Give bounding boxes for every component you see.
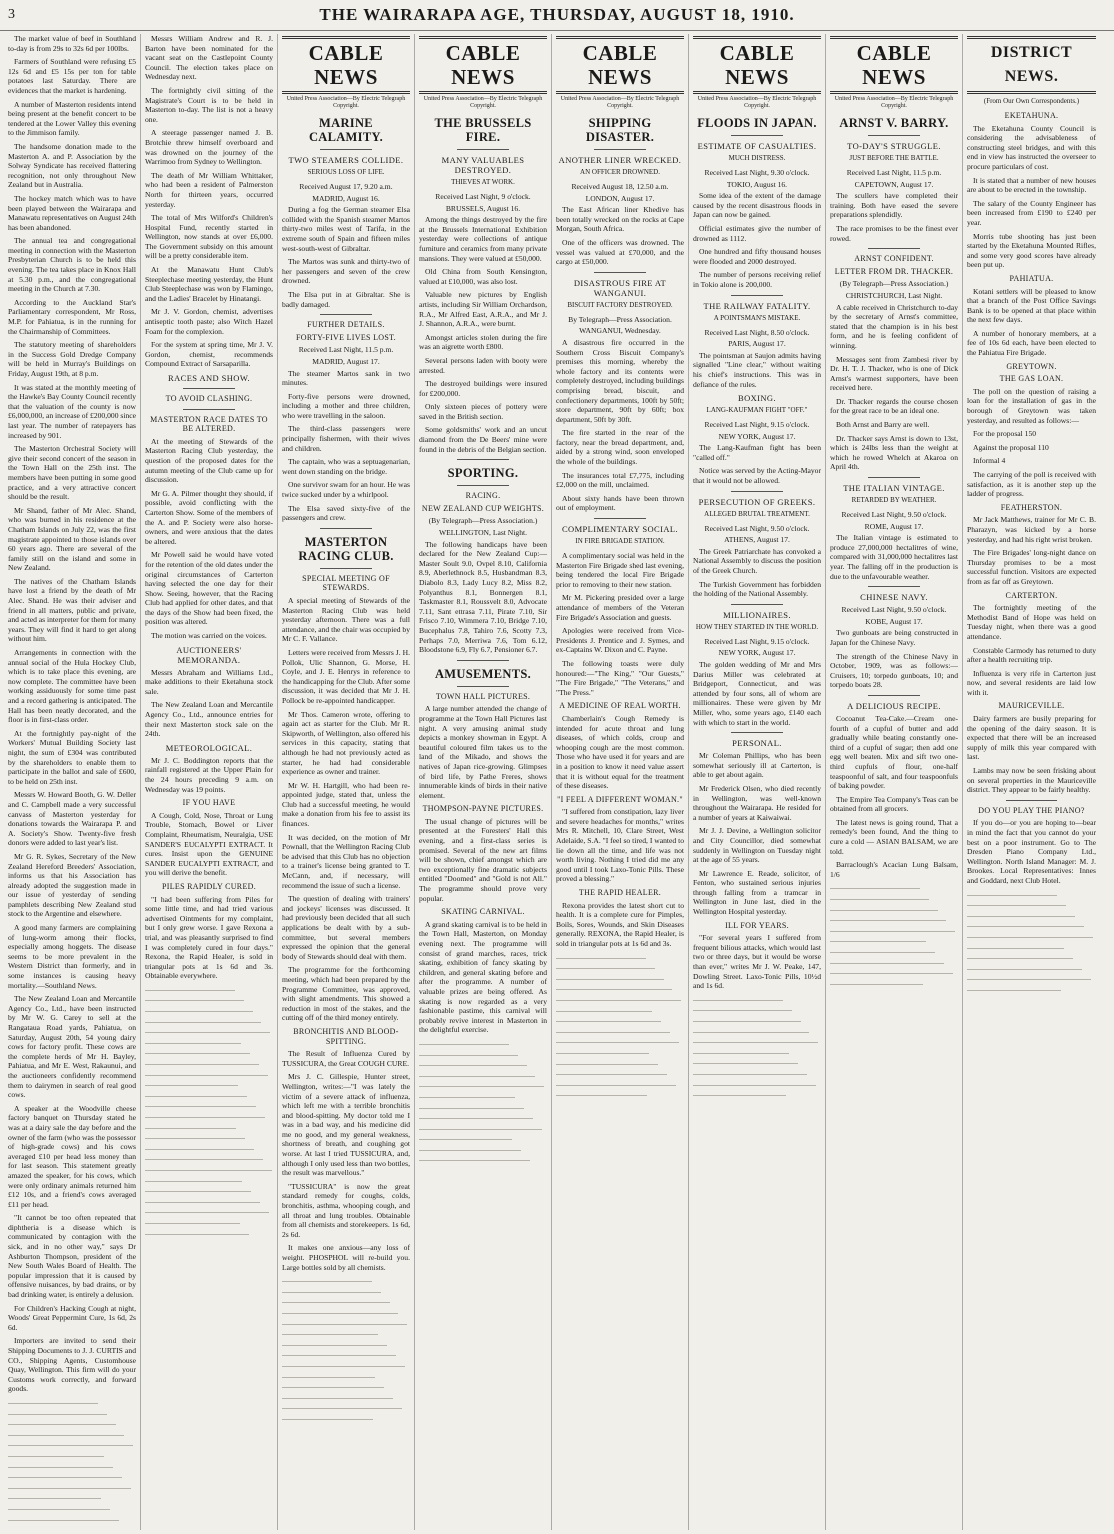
article-paragraph: Messrs William Andrew and R. J. Barton have been nominated for the vacant seat on the Castlepoint County Council. The election takes place on Wednesday next.	[145, 34, 273, 82]
dateline: NEW YORK, August 17.	[718, 648, 796, 658]
section-heading: TOWN HALL PICTURES.	[435, 691, 531, 701]
article-paragraph: Arrangements in connection with the annual social of the Hula Hockey Club, which is to take place this evening, are now complete. The committee have been working assiduously for some time past and a record gathering is anticipated. The Hall has been neatly decorated, and the floor is in first-class order.	[8, 648, 136, 725]
divider-rule	[320, 528, 371, 529]
column-8	[963, 34, 1100, 1530]
section-heading: DO YOU PLAY THE PIANO?	[978, 805, 1085, 815]
article-paragraph: If you do—or you are hoping to—bear in mind the fact that you cannot do your best on a poor instrument. Go to The Dresden Piano Company Ltd., Wellington. North Island Manager: M. J. Brookes. Local Representatives: Innes and Goddard, next Club Hotel.	[967, 818, 1096, 885]
article-paragraph: The usual change of pictures will be presented at the Foresters' Hall this evening, and a first-class series is promised. Several of the new art films will be shown, chief amongst which are two exceptionally fine dramatic subjects entitled "Doomed" and "Gold is not All." The programme should prove very popular.	[419, 816, 547, 903]
article-paragraph: Mr Lawrence E. Reade, solicitor, of Fenton, who sustained serious injuries through falling from a tramcar in Wellington in June last, died in the Wellington Hospital yesterday.	[693, 868, 821, 917]
section-heading: A MEDICINE OF REAL WORTH.	[559, 701, 681, 711]
illegible-text-block	[830, 883, 958, 984]
article-paragraph: A steerage passenger named J. B. Brotchie threw himself overboard and was drowned on the journey of the Warrimoo from Sydney to Wellington.	[145, 128, 273, 167]
deck: LANG-KAUFMAN FIGHT "OFF."	[706, 406, 808, 415]
section-heading: MASTERTON RACE DATES TO BE ALTERED.	[150, 414, 268, 434]
article-paragraph: For the proposal 150	[973, 429, 1037, 439]
article-paragraph: Notice was served by the Acting-Mayor that it would not be allowed.	[693, 466, 821, 486]
subheadline: ANOTHER LINER WRECKED.	[558, 155, 682, 165]
article-paragraph: The statutory meeting of shareholders in the Success Gold Dredge Company will be held in Murray's Buildings on Friday, August 19th, at 8 p.m.	[8, 340, 136, 378]
subheadline: A DELICIOUS RECIPE.	[847, 700, 941, 711]
subheadline: PERSECUTION OF GREEKS.	[698, 496, 816, 507]
article-paragraph: The fortnightly civil sitting of the Magistrate's Court is to be held in Masterton to-day. The list is not a heavy one.	[145, 85, 273, 124]
section-heading: THE GAS LOAN.	[999, 374, 1064, 384]
article-paragraph: The Turkish Government has forbidden the holding of the National Assembly.	[693, 579, 821, 599]
divider-rule	[868, 248, 919, 249]
article-paragraph: For the system at spring time, Mr J. V. Gordon, chemist, recommends Compound Extract of Sarsaparilla.	[145, 340, 273, 369]
article-paragraph: Mr Jack Matthews, trainer for Mr C. B. Pharazyn, was kicked by a horse yesterday, and had his right wrist broken.	[967, 515, 1096, 544]
article-paragraph: Messages sent from Zambesi river by Dr. H. T. J. Thacker, who is one of Dick Arnst's warmest supporters, have been received here.	[830, 354, 958, 393]
illegible-text-block	[419, 1039, 547, 1162]
section-heading: EKETAHUNA.	[1004, 111, 1059, 120]
deck: BISCUIT FACTORY DESTROYED.	[567, 300, 673, 309]
press-credit: United Press Association—By Electric Telegraph Copyright.	[834, 96, 954, 109]
dateline: LONDON, August 17.	[585, 193, 655, 203]
article-paragraph: The insurances total £7,775, including £2,000 on the mill, unclaimed.	[556, 470, 684, 490]
article-paragraph: The fortnightly meeting of the Methodist Band of Hope was held on Tuesday night, when there was a good attendance.	[967, 603, 1096, 641]
dateline: (By Telegraph—Press Association.)	[428, 516, 538, 526]
dateline: Received Last Night, 8.50 o'clock.	[704, 327, 810, 337]
column-6	[689, 34, 826, 1530]
article-paragraph: The Martos was sunk and thirty-two of her passengers and seven of the crew drowned.	[282, 257, 410, 286]
article-paragraph: Mr Powell said he would have voted for the retention of the old dates under the original circumstances of Carterton having selected the one day for their Show. Seeing, however, that the Racing Club had applied for other dates, and that the days of the Show had been fixed, the position was altered.	[145, 550, 273, 627]
section-heading: PILES RAPIDLY CURED.	[161, 881, 257, 891]
article-paragraph: According to the Auckland Star's Parliamentary correspondent, Mr Ross, M.P. for Pahiatua, is in the running for the Chairmanship of Committees.	[8, 297, 136, 336]
article-paragraph: Mr J. C. Boddington reports that the rainfall registered at the Upper Plain for the 24 hours preceding 9 a.m. on Wednesday was 19 points.	[145, 755, 273, 794]
article-paragraph: One hundred and fifty thousand houses were flooded and 2000 destroyed.	[693, 247, 821, 266]
dateline: Received Last Night, 9 o'clock.	[435, 192, 531, 201]
article-paragraph: The fire started in the rear of the factory, near the bread department, and, aided by a strong wind, soon enveloped the whole of the buildings.	[556, 428, 684, 467]
headline: FLOODS IN JAPAN.	[697, 116, 817, 130]
subheadline: RACES AND SHOW.	[168, 373, 250, 383]
dateline: Received Last Night, 9.15 o'clock.	[704, 636, 810, 646]
article-paragraph: The Italian vintage is estimated to produce 27,000,000 hectalitres of wine, compared with 31,000,000 hectalitres last year. The falling off in the production is due to the unfavourable weather.	[830, 533, 958, 581]
article-paragraph: Both Arnst and Barry are well.	[836, 420, 930, 430]
article-paragraph: The market value of beef in Southland to-day is from 29s to 32s 6d per 100lbs.	[8, 34, 136, 53]
article-paragraph: Mr M. Pickering presided over a large attendance of members of the Veteran Fire Brigade's Association and guests.	[556, 593, 684, 622]
article-paragraph: Mr Frederick Olsen, who died recently in Wellington, was well-known throughout the Wairarapa. He resided for a number of years at Kaiwaiwai.	[693, 783, 821, 822]
deck: IN FIRE BRIGADE STATION.	[575, 537, 665, 546]
article-paragraph: The carrying of the poll is received with satisfaction, as it is another step up the ladder of progress.	[967, 470, 1096, 499]
dateline: MADRID, August 17.	[312, 356, 380, 366]
article-paragraph: A number of honorary members, at a fee of 10s 6d each, have been elected to the Pahiatua Fire Brigade.	[967, 328, 1096, 358]
masthead	[0, 0, 1114, 31]
article-paragraph: At the fortnightly pay-night of the Workers' Mutual Building Society last night, the sum of £304 was contributed by the shareholders to enable them to participate in the ballot and sale of £600, to be held on 25th inst.	[8, 728, 136, 786]
subheadline: AUCTIONEERS' MEMORANDA.	[176, 644, 242, 665]
article-paragraph: The strength of the Chinese Navy in October, 1909, was as follows:—Cruisers, 10; torpedo gunboats, 10; and torpedo boats 28.	[830, 651, 958, 690]
deck: THIEVES AT WORK.	[451, 178, 515, 186]
article-paragraph: The poll on the question of raising a loan for the installation of gas in the borough of Greytown was taken yesterday, and resulted as follows:—	[967, 386, 1096, 425]
divider-rule	[457, 660, 508, 661]
article-paragraph: Rexona provides the latest short cut to health. It is a complete cure for Pimples, Boils, Sores, Wounds, and Skin Diseases generally. REXONA, the Rapid Healer, is sold in triangular pots at 1s 6d and 3s.	[556, 900, 684, 948]
article-paragraph: The question of dealing with trainers' and jockeys' licenses was discussed. It had previously been decided that all such applications be dealt with by a sub-committee, but several members expressed the opinion that the general body of Stewards should deal with them.	[282, 894, 410, 961]
article-paragraph: Amongst articles stolen during the fire was an aigrette worth £800.	[419, 332, 547, 352]
divider-rule	[868, 135, 919, 136]
article-paragraph: At the Manawatu Hunt Club's Steeplechase meeting yesterday, the Hunt Club Steeplechase was won by Flamingo, and the Ladies' Bracelet by Hinatangi.	[145, 265, 273, 303]
article-paragraph: The New Zealand Loan and Mercantile Agency Co., Ltd., have been instructed by Mr W. G. Carey to sell at the Rangataua Road yards, Pahiatua, on Saturday, August 20th, 54 young dairy cows for factory profit. These cows are the complete herds of Mr H. Bayley, Pahiatua, and Mr E. West, Rakaunui, and the auctioneers confidently recommend them to dairymen in search of real good cows.	[8, 994, 136, 1100]
section-heading: FURTHER DETAILS.	[307, 320, 385, 330]
article-paragraph: The New Zealand Loan and Mercantile Agency Co., Ltd., announce entries for their next Masterton stock sale on the 24th.	[145, 700, 273, 739]
article-paragraph: Constable Carmody has returned to duty after a health recruiting trip.	[967, 645, 1096, 665]
section-heading: NEW ZEALAND CUP WEIGHTS.	[421, 503, 545, 513]
article-paragraph: A disastrous fire occurred in the Southern Cross Biscuit Company's premises this morning, whereby the whole factory and its contents were completely destroyed, including buildings comprising bread, biscuit, and confectionery departments, 100ft by 50ft; store department, 90ft by 60ft; box department, 50ft by 30ft.	[556, 337, 684, 424]
article-paragraph: One of the officers was drowned. The vessel was valued at £70,000, and the cargo at £50,000.	[556, 237, 684, 267]
article-paragraph: Influenza is very rife in Carterton just now, and several residents are laid low with it.	[967, 668, 1096, 697]
dateline: PARIS, August 17.	[728, 339, 786, 349]
dateline: BRUSSELS, August 16.	[445, 203, 521, 213]
divider-rule	[731, 135, 782, 136]
article-paragraph: The Masterton Orchestral Society will give their second concert of the season in the Town Hall on the 25th inst. The members have been putting in some good practice, and a very attractive concert should be the result.	[8, 444, 136, 502]
subheadline: CHINESE NAVY.	[860, 592, 928, 603]
dateline: WELLINGTON, Last Night.	[438, 528, 527, 538]
section-banner: CABLE NEWS	[419, 36, 547, 94]
article-paragraph: Dairy farmers are busily preparing for the opening of the dairy season. It is expected that there will be an increased supply of milk this year compared with last.	[967, 714, 1096, 762]
article-paragraph: The Elsa saved sixty-five of the passengers and crew.	[282, 503, 410, 523]
article-paragraph: The total of Mrs Wilford's Children's Hospital Fund, recently started in Wellington, now stands at over £6,000. The Government subsidy on this amount will be a pretty considerable item.	[145, 213, 273, 261]
illegible-text-block	[8, 1398, 136, 1530]
section-banner: CABLE NEWS	[693, 36, 821, 94]
article-paragraph: A good many farmers are complaining of lung-worm among their flocks, especially among hoggets. The disease seems to be more prevalent in the Western District than formerly, and in some instances is causing heavy mortality.—Southland News.	[8, 923, 136, 990]
section-heading: TO AVOID CLASHING.	[165, 394, 253, 403]
divider-rule	[731, 491, 782, 492]
article-paragraph: The following handicaps have been declared for the New Zealand Cup:—Master Soult 9.0, Ovpel 8.10, California 8.9, Aberlethnock 8.5, Husbandman 8.3, Diabolo 8.3, Lady Lucy 8.2, Miss 8.2, Polyanthus 8.1, Bonnergen 8.1, Taskmaster 8.1, Roussvelt 8.0, Advocate 7.11, Sant ettrasa 7.11, Pirate 7.10, Sir Frisco 7.10, Wimmera 7.10, Bridge 7.10, Bucephalus 7.8, Tahiro 7.6, Scotty 7.3, Perhaps 7.0, Merriwa 7.6, Tom 6.12, Bloodstone 6.9, Fly 6.7, Pensioner 6.7.	[419, 539, 547, 655]
article-paragraph: It was stated at the monthly meeting of the Hawke's Bay County Council recently that the valuation of the county is now £6,000,000, an increase of £200,000 since last year. The number of ratepayers has increased by 901.	[8, 382, 137, 440]
dateline: WANGANUI, Wednesday.	[579, 326, 661, 336]
article-paragraph: "I suffered from constipation, lazy liver and severe headaches for months," writes Mrs R. Mitchell, 10, Clare Street, West Adelaide, S.A. "I feel so tired, I wanted to lie down all the time, and life was not worth living. Nothing I tried did me any good until I took Laxo-Tonic Pills. These proved a blessing."	[556, 807, 684, 884]
article-paragraph: The steamer Martos sank in two minutes.	[282, 368, 410, 388]
divider-rule	[868, 695, 919, 696]
article-paragraph: "TUSSICURA" is now the great standard remedy for coughs, colds, bronchitis, asthma, whooping cough, and all throat and lung troubles. Obtainable from all chemists and storekeepers. 1s 6d, 2s 6d.	[282, 1181, 410, 1239]
article-paragraph: The Empire Tea Company's Teas can be obtained from all grocers.	[830, 794, 958, 814]
article-paragraph: It was decided, on the motion of Mr Pownall, that the Wellington Racing Club be advised that this Club has no objection to a trainer's license being granted to T. McCann, and, if necessary, will recommend the issue of such a license.	[282, 832, 410, 890]
article-paragraph: It makes one anxious—any loss of weight. PHOSPHOL will re-build you. Large bottles sold by all chemists.	[282, 1243, 410, 1272]
article-paragraph: For Children's Hacking Cough at night, Woods' Great Peppermint Cure, 1s 6d, 2s 6d.	[8, 1303, 136, 1332]
deck: A POINTSMAN'S MISTAKE.	[713, 313, 801, 322]
headline: SPORTING.	[447, 466, 519, 481]
article-paragraph: Some goldsmiths' work and an uncut diamond from the De Beers' mine were found in the debris of the Belgian section.	[419, 425, 547, 454]
column-2	[141, 34, 278, 1530]
article-paragraph: Several persons laden with booty were arrested.	[419, 355, 547, 375]
article-paragraph: A grand skating carnival is to be held in the Town Hall, Masterton, on Monday evening next. The programme will consist of grand marches, races, trick skating, exhibition of fancy skating by children, and general skating before and after the programme. A number of valuable prizes are being offered. As skating is now regarded as a very fashionable pastime, this carnival will probably revive interest in Masterton in the delightful exercise.	[419, 919, 547, 1035]
illegible-text-block	[693, 995, 821, 1096]
divider-rule	[457, 149, 508, 150]
article-paragraph: The natives of the Chatham Islands have lost a friend by the death of Mr Alec. Shand. He was their adviser and friend in all matters, public and private, and acted as interpreter for them for many years. They will find it hard to get along without him.	[8, 576, 136, 644]
article-paragraph: Barraclough's Acacian Lung Balsam, 1/6	[830, 860, 958, 879]
section-heading: PAHIATUA.	[1009, 273, 1054, 283]
section-heading: CARTERTON.	[1005, 590, 1058, 600]
article-paragraph: The Eketahuna County Council is considering the advisableness of constructing steel bridges, and with this end in view has instructed the overseer to procure particulars of cost.	[967, 123, 1096, 171]
column-5	[552, 34, 689, 1530]
column-4	[415, 34, 552, 1530]
article-paragraph: Kotani settlers will be pleased to know that a branch of the Post Office Savings Bank is to be opened at that place within the next few days.	[967, 286, 1096, 325]
dateline: NEW YORK, August 17.	[718, 431, 796, 441]
divider-rule	[320, 568, 371, 569]
dateline: ATHENS, August 17.	[724, 535, 790, 545]
article-paragraph: The salary of the County Engineer has been increased from £190 to £240 per year.	[967, 198, 1096, 227]
article-paragraph: The handsome donation made to the Masterton A. and P. Association by the Solway Syndicate has received flattering recognition, not only throughout New Zealand but in Australia.	[8, 141, 136, 190]
columns-container	[4, 34, 1110, 1530]
article-paragraph: Dr. Thacker regards the course chosen for the great race to be an ideal one.	[830, 396, 958, 416]
deck: MUCH DISTRESS.	[728, 154, 786, 162]
article-paragraph: The third-class passengers were principally fishermen, with their wives and children.	[282, 424, 410, 453]
subheadline: DISASTROUS FIRE AT WANGANUI.	[573, 277, 667, 298]
article-paragraph: A large number attended the change of programme at the Town Hall Pictures last night. A very amusing animal study depicts a monkey showman in Egypt. A beautiful coloured film takes us to the land of the Mikado, and shows the natives of Japan rice-growing. Glimpses of bird life, by Pathe Freres, shows innumerable kinds of birds in their native element.	[419, 704, 547, 800]
article-paragraph: The annual tea and congregational meeting in connection with the Masterton Presbyterian Church is to be held this evening. The tea takes place in Knox Hall at 5.30 p.m., and the congregational meeting in the Church at 7.30.	[8, 236, 136, 294]
illegible-text-block	[967, 890, 1096, 991]
dateline: KOBE, August 17.	[865, 616, 923, 626]
article-paragraph: The destroyed buildings were insured for £200,000.	[419, 379, 547, 398]
dateline: MADRID, August 16.	[312, 193, 380, 203]
article-paragraph: Against the proposal 110	[973, 442, 1049, 452]
subheadline: TWO STEAMERS COLLIDE.	[288, 155, 404, 165]
dateline: CAPETOWN, August 17.	[854, 179, 934, 189]
article-paragraph: It is stated that a number of new houses are about to be erected in the township.	[967, 175, 1096, 195]
deck: (From Our Own Correspondents.)	[983, 97, 1080, 105]
article-paragraph: A cable received in Christchurch to-day by the secretary of Arnst's committee, stated that the champion is in his best form, and he is feeling confident of winning.	[830, 302, 958, 350]
subheadline: BOXING.	[738, 393, 776, 404]
divider-rule	[868, 586, 919, 587]
article-paragraph: Dr. Thacker says Arnst is down to 13st, which is 24lbs less than the weight at which he rowed Whelch at Akaroa on April 4th.	[830, 433, 958, 472]
section-heading: IF YOU HAVE	[182, 798, 236, 808]
divider-rule	[183, 409, 234, 410]
article-paragraph: A special meeting of Stewards of the Masterton Racing Club was held yesterday afternoon. There was a full attendance, and the chair was occupied by Mr C. F. Vallance.	[282, 596, 410, 644]
dateline: Received Last Night, 11.5 p.m.	[846, 168, 942, 177]
article-paragraph: The Elsa put in at Gibraltar. She is badly damaged.	[282, 289, 410, 309]
article-paragraph: About sixty hands have been thrown out of employment.	[556, 493, 684, 513]
section-heading: ARNST CONFIDENT.	[854, 254, 934, 264]
divider-rule	[594, 149, 645, 150]
deck: RETARDED BY WEATHER.	[851, 496, 937, 505]
article-paragraph: During a fog the German steamer Elsa collided with the Spanish steamer Martos thirty-two miles west of Tarifa, in the extreme south of Spain and fifteen miles west-south-west of Gibraltar.	[282, 205, 410, 253]
article-paragraph: "It cannot be too often repeated that diphtheria is a disease which is communicated by contagion with the sick, and in no other way," says Dr Ashburton Thompson, president of the New South Wales Board of Health. The popular impression that it is caused by offensive nuisances, by bad drains, or by bad drinking water, is entirely a delusion.	[8, 1213, 136, 1300]
article-paragraph: Messrs Abraham and Williams Ltd., make additions to their Eketahuna stock sale.	[145, 667, 273, 696]
deck: SERIOUS LOSS OF LIFE.	[307, 168, 385, 176]
dateline: Received Last Night, 9.50 o'clock.	[841, 510, 947, 520]
article-paragraph: Only sixteen pieces of pottery were saved in the British section.	[419, 402, 547, 421]
press-credit: United Press Association—By Electric Telegraph Copyright.	[423, 96, 543, 109]
article-paragraph: Some idea of the extent of the damage caused by the recent disastrous floods in Japan can now be gained.	[693, 191, 821, 220]
section-heading: GREYTOWN.	[1006, 361, 1057, 371]
article-paragraph: Mr Shand, father of Mr Alec. Shand, who was burned in his residence at the Chatham Islands on July 22, was the first magistrate appointed to those islands over 60 years ago. There are several of the family still on the island and some in New Zealand.	[8, 505, 136, 573]
subheadline: ESTIMATE OF CASUALTIES.	[697, 141, 817, 151]
deck: ALLEGED BRUTAL TREATMENT.	[704, 509, 810, 518]
section-banner: DISTRICT NEWS.	[967, 36, 1096, 94]
divider-rule	[731, 295, 782, 296]
article-paragraph: Informal 4	[973, 456, 1006, 466]
article-paragraph: The programme for the forthcoming meeting, which had been prepared by the Programme Committee, was approved, with slight amendments. This showed a reduction in most of the stakes, and the cutting off of the third money entirely.	[282, 965, 410, 1023]
section-heading: SKATING CARNIVAL.	[441, 907, 525, 917]
section-heading: THE RAPID HEALER.	[578, 888, 662, 898]
illegible-text-block	[145, 985, 273, 1235]
dateline: (By Telegraph—Press Association.)	[839, 279, 949, 289]
article-paragraph: A speaker at the Woodville cheese factory banquet on Thursday stated he was at a dairy sale the day before and the owner of the farm (who was the possessor of high-grade cows) and his cows averaged £10 per head less money than for last season. This statement greatly amazed the speaker, for his cows, which were only ordinary animals returned him £12 10s, and a friend's cows averaged £11 per head.	[8, 1103, 137, 1209]
dateline: Received Last Night, 11.5 p.m.	[298, 345, 394, 355]
illegible-text-block	[556, 953, 684, 1097]
article-paragraph: Valuable new pictures by English artists, including Sir William Orchardson, R.A., Mr Alfred East, A.R.A., and Mr J. J. Shannon, A.R.A., were burnt.	[419, 290, 547, 329]
article-paragraph: Chamberlain's Cough Remedy is intended for acute throat and lung diseases, of which colds, croup and whooping cough are the most common. Those who have used it for years and are in a position to know it need value assert that it is without equal for the treatment of these diseases.	[556, 713, 684, 791]
article-paragraph: The motion was carried on the voices.	[151, 631, 267, 641]
dateline: Received Last Night, 9.50 o'clock.	[841, 605, 947, 615]
section-heading: THOMPSON-PAYNE PICTURES.	[422, 804, 544, 814]
column-7	[826, 34, 963, 1530]
article-paragraph: Mr G. A. Pilmer thought they should, if possible, avoid conflicting with the Carterton Show. Some of the members of the A. and P. Society were also horse-owners, and were anxious that the dates be altered.	[145, 488, 273, 546]
article-paragraph: Farmers of Southland were refusing £5 12s 6d and £5 15s per ton for table potatoes last Saturday. There are evidences that the market is hardening.	[8, 57, 136, 95]
section-heading: "I FEEL A DIFFERENT WOMAN."	[557, 794, 683, 804]
article-paragraph: Mrs J. C. Gillespie, Hunter street, Wellington, writes:—"I was lately the victim of a severe attack of influenza, which left me with a terrible bronchitis and blood-spitting. My doctor told me I was in a bad way, and his medicine did me no good, and my general weakness, shortness of breath, and coughing got worse. At last I tried TUSSICURA, and, although I only used less than two bottles, the result was marvellous."	[282, 1072, 410, 1178]
article-paragraph: One survivor swam for an hour. He was twice sucked under by a whirlpool.	[282, 480, 410, 500]
article-paragraph: The hockey match which was to have been played between the Wairarapa and Manawatu representatives on August 24th has been abandoned.	[8, 193, 136, 232]
newspaper-title: THE WAIRARAPA AGE, THURSDAY, AUGUST 18, 1910.	[319, 5, 795, 24]
article-paragraph: "For several years I suffered from frequent bilious attacks, which would last two or three days, but it would be worse than ever," writes Mr J. W. Peake, 147, Dowling Street. Laxo-Tonic Pills, 10½d and 1s 6d.	[693, 933, 821, 991]
article-paragraph: The pointsman at Saujon admits having signalled "Line clear," without waiting his chief's instructions. This was in defiance of the rules.	[693, 350, 821, 389]
headline: ARNST V. BARRY.	[839, 116, 949, 130]
article-paragraph: Mr W. H. Hartgill, who had been re-appointed judge, stated that, unless the Club had a successful meeting, he would make a donation from his fee to assist its finances.	[282, 780, 410, 829]
article-paragraph: Mr J. J. Devine, a Wellington solicitor and City Councillor, died somewhat suddenly in Wellington on Tuesday night at the age of 55 years.	[693, 826, 821, 865]
article-paragraph: Apologies were received from Vice-Presidents J. Prentice and J. Symes, and ex-Captains W. Dixon and C. Payne.	[556, 626, 684, 655]
article-paragraph: The following toasts were duly honoured:—"The King," "Our Guests," "The Fire Brigade," "The Veterans," and "The Press."	[556, 658, 684, 697]
article-paragraph: A Cough, Cold, Nose, Throat or Lung Trouble, Stomach, Bowel or Liver Complaint, Rheumatism, Neuralgia, USE SANDER'S EUCALYPTI EXTRACT. It cures. Insist upon the GENUINE SANDER EUCALYPTI EXTRACT, and you will derive the benefit.	[145, 810, 273, 878]
dateline: Received August 18, 12.50 a.m.	[571, 182, 669, 191]
article-paragraph: Two gunboats are being constructed in Japan for the Chinese Navy.	[830, 628, 958, 647]
article-paragraph: At the meeting of Stewards of the Masterton Racing Club yesterday, the question of the proposed dates for the autumn meeting of the Club came up for discussion.	[145, 436, 273, 485]
press-credit: United Press Association—By Electric Telegraph Copyright.	[286, 96, 406, 109]
divider-rule	[731, 732, 782, 733]
headline: MARINE CALAMITY.	[308, 116, 384, 144]
article-paragraph: Mr J. V. Gordon, chemist, advertises antiseptic tooth paste; also Witch Hazel Foam for the complexion.	[145, 307, 273, 336]
divider-rule	[320, 314, 371, 315]
subheadline: COMPLIMENTARY SOCIAL.	[561, 524, 679, 535]
article-paragraph: Letters were received from Messrs J. H. Pollok, Ulic Shannon, G. Morse, H. Coyle, and J. E. Henrys in reference to the handicapping for the Club. After some discussion, it was decided that Mr J. H. Pollock be re-appointed handicapper.	[282, 647, 411, 705]
divider-rule	[457, 686, 508, 687]
page-number: 3	[8, 7, 16, 22]
article-paragraph: Among the things destroyed by the fire at the Brussels International Exhibition yesterday were collections of antique furniture and ceramics from many private mansions. They were valued at £50,000.	[419, 215, 547, 263]
section-banner: CABLE NEWS	[830, 36, 958, 94]
dateline: CHRISTCHURCH, Last Night.	[845, 290, 943, 300]
press-credit: United Press Association—By Electric Telegraph Copyright.	[560, 96, 680, 109]
section-heading: SPECIAL MEETING OF STEWARDS.	[302, 573, 390, 593]
section-heading: FEATHERSTON.	[1000, 502, 1063, 512]
section-heading: ILL FOR YEARS.	[725, 920, 789, 930]
dateline: TOKIO, August 16.	[726, 179, 788, 189]
article-paragraph: Old China from South Kensington, valued at £10,000, was also lost.	[419, 267, 547, 286]
section-banner: CABLE NEWS	[282, 36, 410, 94]
subheadline: THE ITALIAN VINTAGE.	[843, 483, 945, 494]
dateline: By Telegraph—Press Association.	[568, 314, 672, 324]
article-paragraph: Cocoanut Tea-Cake.—Cream one-fourth of a cupful of butter and add gradually while beating constantly one-third of a cupful of sugar; then add one egg well beaten. Mix and sift two one-third cupfuls of flour, one-half teaspoonful of salt, and four teaspoonfuls of baking powder.	[830, 713, 958, 791]
subheadline: METEOROLOGICAL.	[165, 742, 253, 753]
article-paragraph: Morris tube shooting has just been started by the Eketahuna Mounted Rifles, and some very good scores have already been put up.	[967, 231, 1096, 270]
divider-rule	[594, 272, 645, 273]
subheadline: PERSONAL.	[732, 738, 782, 749]
deck: AN OFFICER DROWNED.	[580, 168, 660, 176]
deck: JUST BEFORE THE BATTLE.	[849, 154, 939, 162]
section-heading: LETTER FROM DR. THACKER.	[834, 266, 954, 276]
article-paragraph: The scullers have completed their training. Both have eased the severe preparations splendidly.	[830, 191, 958, 220]
section-banner: CABLE NEWS	[556, 36, 684, 94]
article-paragraph: The race promises to be the finest ever rowed.	[830, 223, 958, 243]
headline: THE BRUSSELS FIRE.	[434, 116, 532, 144]
article-paragraph: Mr G. R. Sykes, Secretary of the New Zealand Hereford Breeders' Association, informs us that his Association has already adopted the suggestion made in our issue of yesterday of sending pamphlets describing New Zealand stud stock to the Argentine and elsewhere.	[8, 851, 136, 919]
section-heading: FORTY-FIVE LIVES LOST.	[296, 332, 396, 342]
article-paragraph: Mr Coleman Phillips, who has been somewhat seriously ill at Carterton, is able to get about again.	[693, 751, 821, 780]
divider-rule	[320, 149, 371, 150]
subheadline: MANY VALUABLES DESTROYED.	[441, 155, 525, 175]
article-paragraph: The death of Mr William Whittaker, who had been a resident of Palmerston North for thirteen years, occurred yesterday.	[145, 170, 273, 209]
article-paragraph: The golden wedding of Mr and Mrs Darius Miller was celebrated at Bridgeport, Connecticut, and was attended by four sons, all of whom are millionaires. These were given by Mr Miller, who, some years ago, £140 each with which to start in the world.	[693, 660, 821, 727]
article-paragraph: "I had been suffering from Piles for some little time, and had tried various advertised Ointments for my complaint, but I only grew worse. I gave Rexona a trial, and was pleasantly surprised to find I was completely cured in four days." Rexona, the Rapid Healer, is sold in triangular pots at 1s 6d and 3s. Obtainable everywhere.	[145, 894, 273, 981]
subheadline: THE RAILWAY FATALITY.	[703, 300, 811, 311]
divider-rule	[594, 518, 645, 519]
article-paragraph: The Greek Patriarchate has convoked a National Assembly to discuss the position of the Greek Church.	[693, 546, 821, 576]
article-paragraph: Forty-five persons were drowned, including a mother and three children, who were travelling in the saloon.	[282, 391, 410, 420]
article-paragraph: The East African liner Khedive has been totally wrecked on the rocks at Cape Morgan, South Africa.	[556, 205, 684, 234]
article-paragraph: The Lang-Kaufman fight has been "called off."	[693, 443, 821, 462]
dateline: Received Last Night, 9.50 o'clock.	[704, 523, 810, 533]
article-paragraph: Mr Thos. Cameron wrote, offering to again act as starter for the Club. Mr R. Skipworth, of Wellington, also offered his services in this capacity, stating that although he had not previously acted as starter, he had had considerable experience as owner and trainer.	[282, 709, 410, 777]
divider-rule	[731, 604, 782, 605]
column-3	[278, 34, 415, 1530]
illegible-text-block	[282, 1276, 410, 1420]
section-heading: RACING.	[465, 491, 501, 501]
divider-rule	[1006, 800, 1058, 801]
section-heading: BRONCHITIS AND BLOOD-SPITTING.	[293, 1026, 399, 1046]
article-paragraph: Lambs may now be seen frisking about on several properties in the Mauriceville district. They appear to be fairly healthy.	[967, 766, 1096, 795]
subheadline: MILLIONAIRES.	[723, 609, 791, 620]
divider-rule	[457, 485, 508, 486]
article-paragraph: The captain, who was a septuagenarian, went down standing on the bridge.	[282, 457, 410, 476]
article-paragraph: The Fire Brigades' long-night dance on Thursday promises to be a most successful function. Visitors are expected from as far off as Greytown.	[967, 548, 1096, 586]
subheadline: TO-DAY'S STRUGGLE.	[847, 141, 941, 151]
headline: SHIPPING DISASTER.	[585, 116, 655, 144]
article-paragraph: Official estimates give the number of drowned as 1112.	[693, 223, 821, 243]
dateline: Received Last Night, 9.30 o'clock.	[704, 168, 810, 177]
column-1	[4, 34, 141, 1530]
article-paragraph: A number of Masterton residents intend being present at the benefit concert to be tendered at the Lower Valley this evening to the Jimmison family.	[8, 99, 136, 138]
section-heading: MAURICEVILLE.	[998, 701, 1065, 711]
article-paragraph: The latest news is going round, That a remedy's been found, And the thing to cure a cold — ASIAN BALSAM, we are told.	[830, 817, 958, 856]
headline: MASTERTON RACING CLUB.	[298, 534, 394, 563]
article-paragraph: Importers are invited to send their Shipping Documents to J. J. CURTIS and CO., Shipping Agents, Customhouse Quay, Wellington. This firm will do your Customs work correctly, and forward goods.	[8, 1336, 136, 1394]
article-paragraph: The number of persons receiving relief in Tokio alone is 200,000.	[693, 270, 821, 289]
divider-rule	[183, 388, 234, 389]
article-paragraph: A complimentary social was held in the Masterton Fire Brigade shed last evening, being tendered the local Fire Brigade prior to removing to their new station.	[556, 551, 684, 589]
deck: HOW THEY STARTED IN THE WORLD.	[695, 622, 819, 631]
press-credit: United Press Association—By Electric Telegraph Copyright.	[697, 96, 817, 109]
dateline: ROME, August 17.	[864, 521, 924, 531]
divider-rule	[457, 459, 508, 460]
article-paragraph: The Result of Influenza Cured by TUSSICURA, the Great COUGH CURE.	[282, 1049, 410, 1068]
article-paragraph: Messrs W. Howard Booth, G. W. Deller and C. Campbell made a very successful canvass of Masterton yesterday for donations towards the Wairarapa P. and A. Society's Show. Twenty-five fresh donors were added to last year's list.	[8, 790, 136, 848]
dateline: Received August 17, 9.20 a.m.	[299, 182, 393, 191]
divider-rule	[868, 477, 919, 478]
dateline: Received Last Night, 9.15 o'clock.	[704, 420, 810, 430]
headline: AMUSEMENTS.	[434, 666, 532, 681]
